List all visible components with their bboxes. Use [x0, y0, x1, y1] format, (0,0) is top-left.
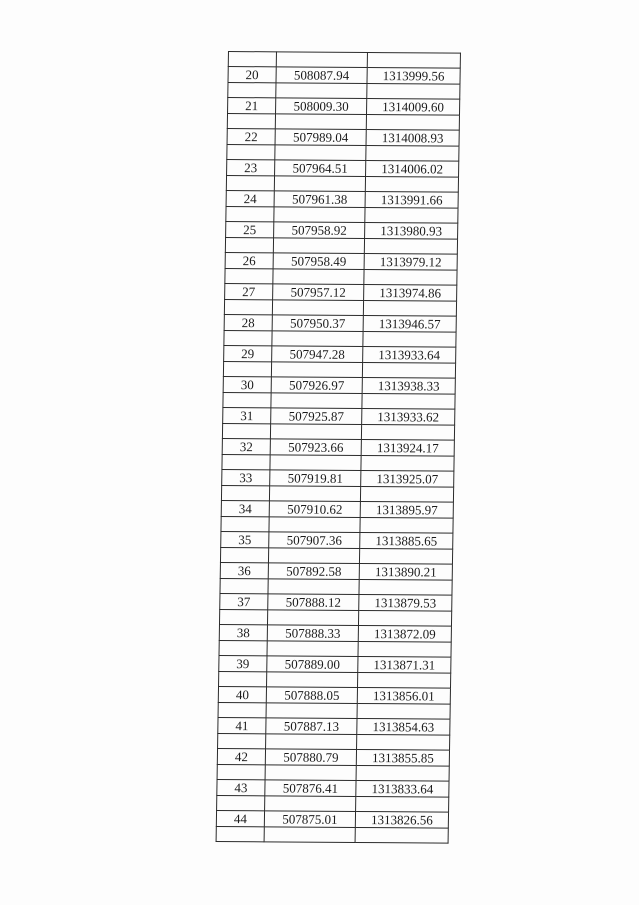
table-row: [226, 191, 458, 209]
x-coordinate-cell: 507923.66: [270, 439, 361, 456]
table-row: [227, 129, 459, 147]
table-row: [228, 67, 460, 85]
point-number-cell: 29: [224, 346, 272, 362]
y-coordinate-cell: 1313999.56: [367, 67, 460, 84]
empty-cell: [358, 641, 451, 657]
point-number-cell: 39: [219, 656, 267, 672]
x-coordinate-cell: 507950.37: [272, 315, 363, 332]
point-number-cell: 32: [222, 439, 270, 455]
y-coordinate-cell: 1313938.33: [362, 377, 455, 394]
x-coordinate-cell: 507888.12: [268, 594, 359, 611]
empty-cell: [366, 145, 459, 161]
empty-cell: [272, 300, 363, 316]
empty-cell: [365, 176, 458, 192]
empty-cell: [228, 83, 276, 98]
table-spacer-row: [228, 83, 460, 100]
empty-cell: [276, 52, 367, 68]
table-spacer-row: [222, 455, 454, 472]
table-row: [227, 160, 459, 178]
empty-cell: [269, 486, 360, 502]
empty-cell: [268, 579, 359, 595]
table-row: [222, 470, 454, 488]
table-row: [220, 563, 452, 581]
y-coordinate-cell: 1313895.97: [360, 501, 453, 518]
empty-cell: [363, 331, 456, 347]
table-spacer-row: [227, 114, 459, 131]
table-spacer-row: [221, 486, 453, 503]
y-coordinate-cell: 1313856.01: [357, 687, 450, 704]
x-coordinate-cell: 507964.51: [275, 160, 366, 177]
empty-cell: [225, 238, 273, 253]
x-coordinate-cell: 507926.97: [271, 377, 362, 394]
table-spacer-row: [216, 827, 448, 844]
table-row: [217, 749, 449, 767]
y-coordinate-cell: 1313925.07: [361, 470, 454, 487]
empty-cell: [221, 517, 269, 532]
point-number-cell: 36: [220, 563, 268, 579]
empty-cell: [268, 548, 359, 564]
empty-cell: [227, 145, 275, 160]
empty-cell: [362, 393, 455, 409]
empty-cell: [265, 765, 356, 781]
empty-cell: [270, 424, 361, 440]
table-spacer-row: [220, 548, 452, 565]
empty-cell: [272, 331, 363, 347]
y-coordinate-cell: 1313991.66: [365, 191, 458, 208]
empty-cell: [355, 827, 448, 843]
point-number-cell: 23: [227, 160, 275, 176]
empty-cell: [367, 83, 460, 99]
table-spacer-row: [226, 207, 458, 224]
table-spacer-row: [227, 145, 459, 162]
table-spacer-row: [218, 734, 450, 751]
empty-cell: [265, 796, 356, 812]
empty-cell: [359, 548, 452, 564]
table-row: [221, 501, 453, 519]
x-coordinate-cell: 507880.79: [265, 749, 356, 766]
empty-cell: [357, 734, 450, 750]
empty-cell: [356, 765, 449, 781]
empty-cell: [222, 455, 270, 470]
table-spacer-row: [217, 796, 449, 813]
x-coordinate-cell: 507961.38: [274, 191, 365, 208]
point-number-cell: 25: [226, 222, 274, 238]
table-spacer-row: [223, 362, 455, 379]
y-coordinate-cell: 1314009.60: [367, 98, 460, 115]
point-number-cell: 26: [225, 253, 273, 269]
x-coordinate-cell: 507907.36: [269, 532, 360, 549]
y-coordinate-cell: 1313933.62: [362, 408, 455, 425]
point-number-cell: 31: [223, 408, 271, 424]
table-spacer-row: [225, 238, 457, 255]
empty-cell: [220, 579, 268, 594]
point-number-cell: 34: [221, 501, 269, 517]
empty-cell: [365, 207, 458, 223]
empty-cell: [224, 300, 272, 315]
table-spacer-row: [223, 393, 455, 410]
empty-cell: [269, 517, 360, 533]
y-coordinate-cell: 1313890.21: [359, 563, 452, 580]
y-coordinate-cell: 1313854.63: [357, 718, 450, 735]
table-row: [224, 346, 456, 364]
table-spacer-row: [221, 517, 453, 534]
y-coordinate-cell: 1313879.53: [359, 594, 452, 611]
table-row: [222, 439, 454, 457]
x-coordinate-cell: 507958.92: [274, 222, 365, 239]
empty-cell: [361, 455, 454, 471]
y-coordinate-cell: 1313872.09: [358, 625, 451, 642]
point-number-cell: 30: [223, 377, 271, 393]
empty-cell: [276, 83, 367, 99]
empty-cell: [219, 672, 267, 687]
x-coordinate-cell: 507910.62: [269, 501, 360, 518]
empty-cell: [219, 641, 267, 656]
table-row: [226, 222, 458, 240]
x-coordinate-cell: 507958.49: [273, 253, 364, 270]
empty-cell: [273, 269, 364, 285]
table-row: [220, 594, 452, 612]
table-spacer-row: [219, 610, 451, 627]
coordinate-table: [216, 51, 461, 844]
x-coordinate-cell: 507889.00: [267, 656, 358, 673]
empty-cell: [364, 238, 457, 254]
point-number-cell: 24: [226, 191, 274, 207]
empty-cell: [216, 827, 264, 842]
empty-cell: [357, 703, 450, 719]
point-number-cell: 20: [228, 67, 276, 83]
empty-cell: [270, 455, 361, 471]
y-coordinate-cell: 1313924.17: [361, 439, 454, 456]
empty-cell: [225, 269, 273, 284]
x-coordinate-cell: 507892.58: [268, 563, 359, 580]
table-top-spacer-row: [228, 52, 460, 69]
empty-cell: [226, 176, 274, 191]
y-coordinate-cell: 1313885.65: [360, 532, 453, 549]
empty-cell: [271, 393, 362, 409]
table-row: [223, 377, 455, 395]
empty-cell: [358, 610, 451, 626]
table-spacer-row: [219, 641, 451, 658]
x-coordinate-cell: 507888.05: [266, 687, 357, 704]
empty-cell: [264, 827, 355, 843]
point-number-cell: 35: [221, 532, 269, 548]
empty-cell: [362, 362, 455, 378]
x-coordinate-cell: 508087.94: [276, 67, 367, 84]
empty-cell: [226, 207, 274, 222]
table-spacer-row: [219, 672, 451, 689]
point-number-cell: 21: [228, 98, 276, 114]
x-coordinate-cell: 507957.12: [273, 284, 364, 301]
empty-cell: [274, 176, 365, 192]
empty-cell: [223, 393, 271, 408]
y-coordinate-cell: 1314006.02: [366, 160, 459, 177]
empty-cell: [267, 641, 358, 657]
table-spacer-row: [220, 579, 452, 596]
empty-cell: [275, 114, 366, 130]
empty-cell: [228, 52, 276, 67]
empty-cell: [217, 796, 265, 811]
point-number-cell: 38: [219, 625, 267, 641]
table-spacer-row: [217, 765, 449, 782]
empty-cell: [367, 52, 460, 68]
empty-cell: [360, 486, 453, 502]
y-coordinate-cell: 1313974.86: [364, 284, 457, 301]
point-number-cell: 44: [216, 811, 264, 827]
empty-cell: [358, 672, 451, 688]
table-row: [218, 687, 450, 705]
empty-cell: [218, 703, 266, 718]
point-number-cell: 41: [218, 718, 266, 734]
table-row: [223, 408, 455, 426]
y-coordinate-cell: 1313826.56: [355, 811, 448, 828]
point-number-cell: 33: [222, 470, 270, 486]
table-spacer-row: [224, 300, 456, 317]
point-number-cell: 40: [218, 687, 266, 703]
y-coordinate-cell: 1313855.85: [356, 749, 449, 766]
y-coordinate-cell: 1313871.31: [358, 656, 451, 673]
x-coordinate-cell: 507925.87: [271, 408, 362, 425]
empty-cell: [220, 548, 268, 563]
y-coordinate-cell: 1313946.57: [363, 315, 456, 332]
empty-cell: [219, 610, 267, 625]
point-number-cell: 28: [224, 315, 272, 331]
y-coordinate-cell: 1313933.64: [363, 346, 456, 363]
empty-cell: [366, 114, 459, 130]
table-row: [224, 315, 456, 333]
empty-cell: [361, 424, 454, 440]
empty-cell: [267, 672, 358, 688]
table-row: [225, 284, 457, 302]
table-spacer-row: [225, 269, 457, 286]
x-coordinate-cell: 507919.81: [270, 470, 361, 487]
table-row: [228, 98, 460, 116]
empty-cell: [227, 114, 275, 129]
empty-cell: [221, 486, 269, 501]
x-coordinate-cell: 507947.28: [272, 346, 363, 363]
table-row: [219, 656, 451, 674]
table-row: [216, 811, 448, 829]
x-coordinate-cell: 507989.04: [275, 129, 366, 146]
point-number-cell: 22: [227, 129, 275, 145]
y-coordinate-cell: 1313979.12: [364, 253, 457, 270]
table-row: [217, 780, 449, 798]
table-spacer-row: [222, 424, 454, 441]
x-coordinate-cell: 507876.41: [265, 780, 356, 797]
empty-cell: [218, 734, 266, 749]
empty-cell: [363, 300, 456, 316]
x-coordinate-cell: 508009.30: [276, 98, 367, 115]
empty-cell: [356, 796, 449, 812]
point-number-cell: 43: [217, 780, 265, 796]
x-coordinate-cell: 507888.33: [267, 625, 358, 642]
table-row: [221, 532, 453, 550]
empty-cell: [266, 734, 357, 750]
point-number-cell: 37: [220, 594, 268, 610]
y-coordinate-cell: 1313833.64: [356, 780, 449, 797]
table-spacer-row: [224, 331, 456, 348]
coordinate-table-body: [216, 52, 460, 844]
empty-cell: [275, 145, 366, 161]
y-coordinate-cell: 1313980.93: [365, 222, 458, 239]
empty-cell: [274, 207, 365, 223]
point-number-cell: 42: [217, 749, 265, 765]
x-coordinate-cell: 507875.01: [264, 811, 355, 828]
empty-cell: [271, 362, 362, 378]
y-coordinate-cell: 1314008.93: [366, 129, 459, 146]
empty-cell: [223, 362, 271, 377]
table-spacer-row: [226, 176, 458, 193]
empty-cell: [359, 579, 452, 595]
table-spacer-row: [218, 703, 450, 720]
table-row: [225, 253, 457, 271]
x-coordinate-cell: 507887.13: [266, 718, 357, 735]
empty-cell: [267, 610, 358, 626]
empty-cell: [222, 424, 270, 439]
table-row: [219, 625, 451, 643]
empty-cell: [224, 331, 272, 346]
empty-cell: [360, 517, 453, 533]
point-number-cell: 27: [225, 284, 273, 300]
empty-cell: [266, 703, 357, 719]
empty-cell: [364, 269, 457, 285]
empty-cell: [217, 765, 265, 780]
table-row: [218, 718, 450, 736]
empty-cell: [273, 238, 364, 254]
